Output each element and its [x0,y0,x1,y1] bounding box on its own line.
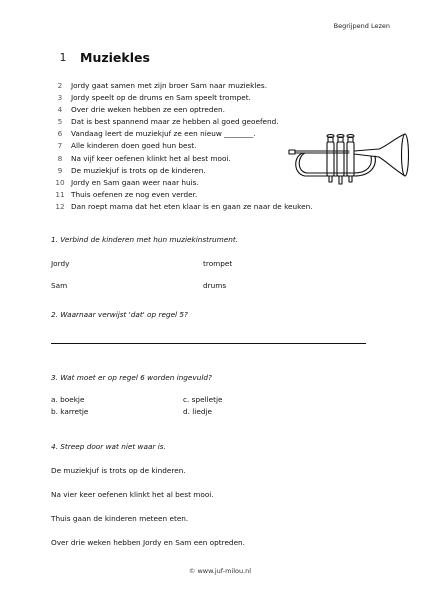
line-number: 3 [57,93,63,103]
line-number: 9 [57,165,63,175]
line-text: Jordy gaat samen met zijn broer Sam naar muziekles. [71,81,268,90]
option-b: b. karretje [51,407,89,416]
line-number: 5 [57,117,63,127]
option-c: c. spelletje [183,395,223,404]
story-line [52,116,382,128]
line-number: 11 [55,189,65,199]
line-text: Vandaag leert de muziekjuf ze een nieuw ________. [71,129,256,139]
story-line [52,92,382,104]
answer-line[interactable] [51,343,366,344]
statement: Thuis gaan de kinderen meteen eten. [51,514,189,523]
line-text: Thuis oefenen ze nog even verder. [71,189,198,199]
line-text: Na vijf keer oefenen klinkt het al best mooi. [71,153,231,163]
question-3: 3. Wat moet er op regel 6 worden ingevuld? [51,373,212,382]
line-text: Alle kinderen doen goed hun best. [71,141,197,151]
match-right-item: drums [203,281,227,290]
line-text: Over drie weken hebben ze een optreden. [71,105,225,115]
line-number: 4 [57,105,63,115]
trumpet-icon [287,132,409,192]
line-number: 7 [57,141,63,151]
line-number: 2 [57,81,63,90]
question-1: 1. Verbind de kinderen met hun muziekinstrument. [51,235,239,244]
line-text: Dan roept mama dat het eten klaar is en gaan ze naar de keuken. [71,201,313,211]
option-a: a. boekje [51,395,85,404]
match-left-item: Jordy [51,259,70,268]
header-label: Begrijpend Lezen [333,22,390,30]
statement: Na vier keer oefenen klinkt het al best mooi. [51,490,214,499]
question-2: 2. Waarnaar verwijst 'dat' op regel 5? [51,310,188,319]
line-number: 6 [57,129,63,139]
line-text: Dat is best spannend maar ze hebben al goed geoefend. [71,117,279,127]
page-title: Muziekles [80,50,150,65]
match-left-item: Sam [51,281,68,290]
line-number: 12 [55,201,65,211]
line-text: Jordy en Sam gaan weer naar huis. [71,177,199,187]
line-text: Jordy speelt op de drums en Sam speelt trompet. [71,93,251,103]
option-d: d. liedje [183,407,212,416]
match-right-item: trompet [203,259,233,268]
title-line-number: 1 [59,51,67,64]
statement: De muziekjuf is trots op de kinderen. [51,466,186,475]
story-line [52,104,382,116]
line-number: 10 [55,177,65,187]
story-line [52,201,382,213]
story-line [52,80,382,92]
question-4: 4. Streep door wat niet waar is. [51,442,166,451]
statement: Over drie weken hebben Jordy en Sam een optreden. [51,538,246,547]
footer-copyright: © www.juf-milou.nl [188,567,252,575]
line-number: 8 [57,153,63,163]
line-text: De muziekjuf is trots op de kinderen. [71,165,206,175]
